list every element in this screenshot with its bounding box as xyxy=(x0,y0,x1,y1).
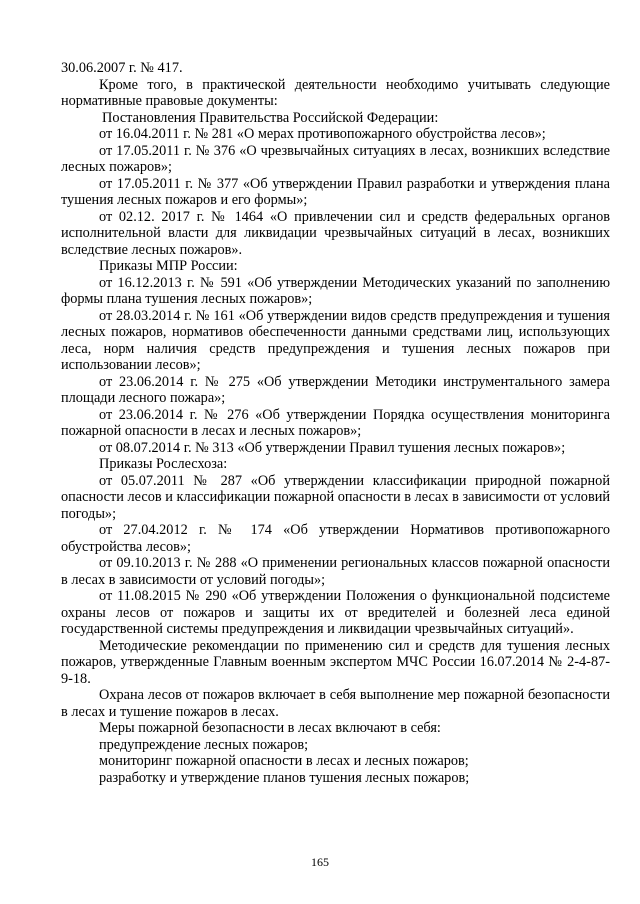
section-heading: Приказы МПР России: xyxy=(99,258,238,274)
section-heading: Постановления Правительства Российской Федерации: xyxy=(102,109,439,126)
list-item: от 23.06.2014 г. № 275 «Об утверждении Методики инструментального замера площади лесного пожара»; xyxy=(61,373,610,406)
list-item: от 05.07.2011 № 287 «Об утверждении классификации природной пожарной опасности лесов и классификации пожарной опасности в лесах в зависимости от условий погоды»; xyxy=(61,472,610,522)
list-item: разработку и утверждение планов тушения лесных пожаров; xyxy=(99,769,470,786)
list-item: предупреждение лесных пожаров; xyxy=(99,736,309,753)
list-item: от 08.07.2014 г. № 313 «Об утверждении Правил тушения лесных пожаров»; xyxy=(99,439,566,456)
list-item: от 11.08.2015 № 290 «Об утверждении Положения о функциональной подсистеме охраны лесов от пожаров и защиты их от вредителей и болезней леса единой государственной системы предупреждения и ликвидации чрезвычайных ситуаций». xyxy=(61,588,610,637)
list-item: от 02.12. 2017 г. № 1464 «О привлечении сил и средств федеральных органов исполнительной власти для ликвидации чрезвычайных ситуаций в лесах, возникших вследствие лесных пожаров». xyxy=(61,208,610,258)
section-heading: Приказы Рослесхоза: xyxy=(99,456,228,472)
paragraph: Меры пожарной безопасности в лесах включают в себя: xyxy=(99,720,441,736)
list-item: от 09.10.2013 г. № 288 «О применении региональных классов пожарной опасности в лесах в зависимости от условий погоды»; xyxy=(61,555,610,588)
page-number: 165 xyxy=(311,855,329,869)
list-item: от 23.06.2014 г. № 276 «Об утверждении Порядка осуществления мониторинга пожарной опасности в лесах и лесных пожаров»; xyxy=(61,406,610,439)
list-item: от 17.05.2011 г. № 376 «О чрезвычайных ситуациях в лесах, возникших вследствие лесных пожаров»; xyxy=(61,142,610,175)
list-item: от 16.12.2013 г. № 591 «Об утверждении Методических указаний по заполнению формы плана тушения лесных пожаров»; xyxy=(61,274,610,307)
list-item: от 28.03.2014 г. № 161 «Об утверждении видов средств предупреждения и тушения лесных пожаров, нормативов обеспеченности данными средствами лиц, использующих леса, норм наличия средств предупреждения и тушения лесных пожаров при использовании лесов»; xyxy=(61,307,610,373)
paragraph: Методические рекомендации по применению сил и средств для тушения лесных пожаров, утвержденные Главным военным экспертом МЧС России 16.07.2014 № 2-4-87-9-18. xyxy=(61,637,610,687)
paragraph: Кроме того, в практической деятельности необходимо учитывать следующие нормативные правовые документы: xyxy=(61,76,610,109)
list-item: мониторинг пожарной опасности в лесах и лесных пожаров; xyxy=(99,753,469,769)
list-item: от 16.04.2011 г. № 281 «О мерах противопожарного обустройства лесов»; xyxy=(99,126,546,142)
list-item: от 17.05.2011 г. № 377 «Об утверждении Правил разработки и утверждения плана тушения лесных пожаров и его формы»; xyxy=(61,175,610,208)
list-item: от 27.04.2012 г. № 174 «Об утверждении Нормативов противопожарного обустройства лесов»; xyxy=(61,522,610,555)
document-page xyxy=(61,60,610,786)
paragraph: 30.06.2007 г. № 417. xyxy=(61,60,183,76)
paragraph: Охрана лесов от пожаров включает в себя выполнение мер пожарной безопасности в лесах и тушение пожаров в лесах. xyxy=(61,687,610,720)
